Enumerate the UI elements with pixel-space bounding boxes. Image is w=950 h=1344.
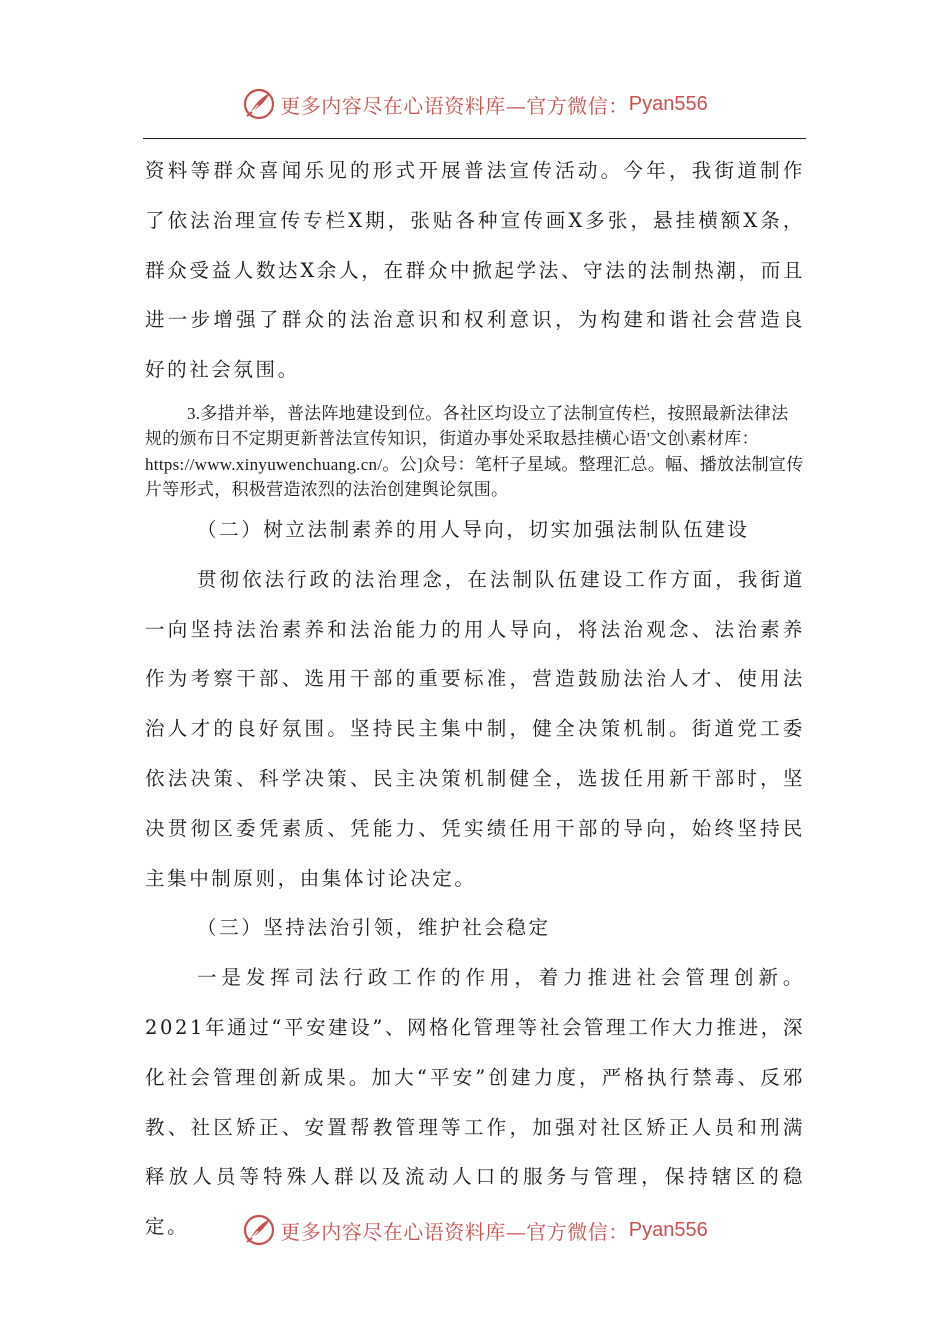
feather-pen-logo-icon xyxy=(242,1213,276,1247)
banner-wechat-id: Pyan556 xyxy=(628,1218,708,1241)
banner-text: 更多内容尽在心语资料库—官方微信： xyxy=(280,93,629,118)
paragraph-section-2: 贯彻依法行政的法治理念，在法制队伍建设工作方面，我街道一向坚持法治素养和法治能力的用人导向，将法治观念、法治素养作为考察干部、选用干部的重要标准，营造鼓励法治人才、使用法治人才的良好氛围。坚持民主集中制，健全决策机制。街道党工委依法决策、科学决策、民主决策机制健全，选拔任用新干部时，坚决贯彻区委凭素质、凭能力、凭实绩任用干部的导向，始终坚持民主集中制原则，由集体讨论决定。 xyxy=(145,567,805,890)
paragraph-section-3: 一是发挥司法行政工作的作用，着力推进社会管理创新。2021年通过“平安建设”、网格化管理等社会管理工作大力推进，深化社会管理创新成果。加大“平安”创建力度，严格执行禁毒、反邪教、社区矫正、安置帮教管理等工作，加强对社区矫正人员和刑满释放人员等特殊人群以及流动人口的服务与管理，保持辖区的稳定。 xyxy=(145,966,805,1239)
paragraph-3: 3.多措并举，普法阵地建设到位。各社区均设立了法制宣传栏，按照最新法律法规的颁布日不定期更新普法宣传知识，街道办事处采取悬挂横心语'文创\素材库：https://www.xinyuwenchuang.cn/。公]众号：笔杆子星域。整理汇总。幅、播放法制宣传片等形式，积极营造浓烈的法治创建舆论氛围。 xyxy=(145,403,804,500)
header-banner xyxy=(0,82,950,126)
banner-wechat-id: Pyan556 xyxy=(628,92,708,115)
footer-banner xyxy=(0,1208,950,1252)
section-heading-3: （三）坚持法治引领，维护社会稳定 xyxy=(197,916,551,940)
banner-text: 更多内容尽在心语资料库—官方微信： xyxy=(280,1219,629,1244)
feather-pen-logo-icon xyxy=(242,87,276,121)
paragraph-continued: 资料等群众喜闻乐见的形式开展普法宣传活动。今年，我街道制作了依法治理宣传专栏X期，张贴各种宣传画X多张，悬挂横额X条，群众受益人数达X余人，在群众中掀起学法、守法的法制热潮，而且进一步增强了群众的法治意识和权利意识，为构建和谐社会营造良好的社会氛围。 xyxy=(145,159,805,382)
document-body xyxy=(145,146,805,1252)
header-divider xyxy=(143,138,806,139)
section-heading-2: （二）树立法制素养的用人导向，切实加强法制队伍建设 xyxy=(197,517,750,541)
